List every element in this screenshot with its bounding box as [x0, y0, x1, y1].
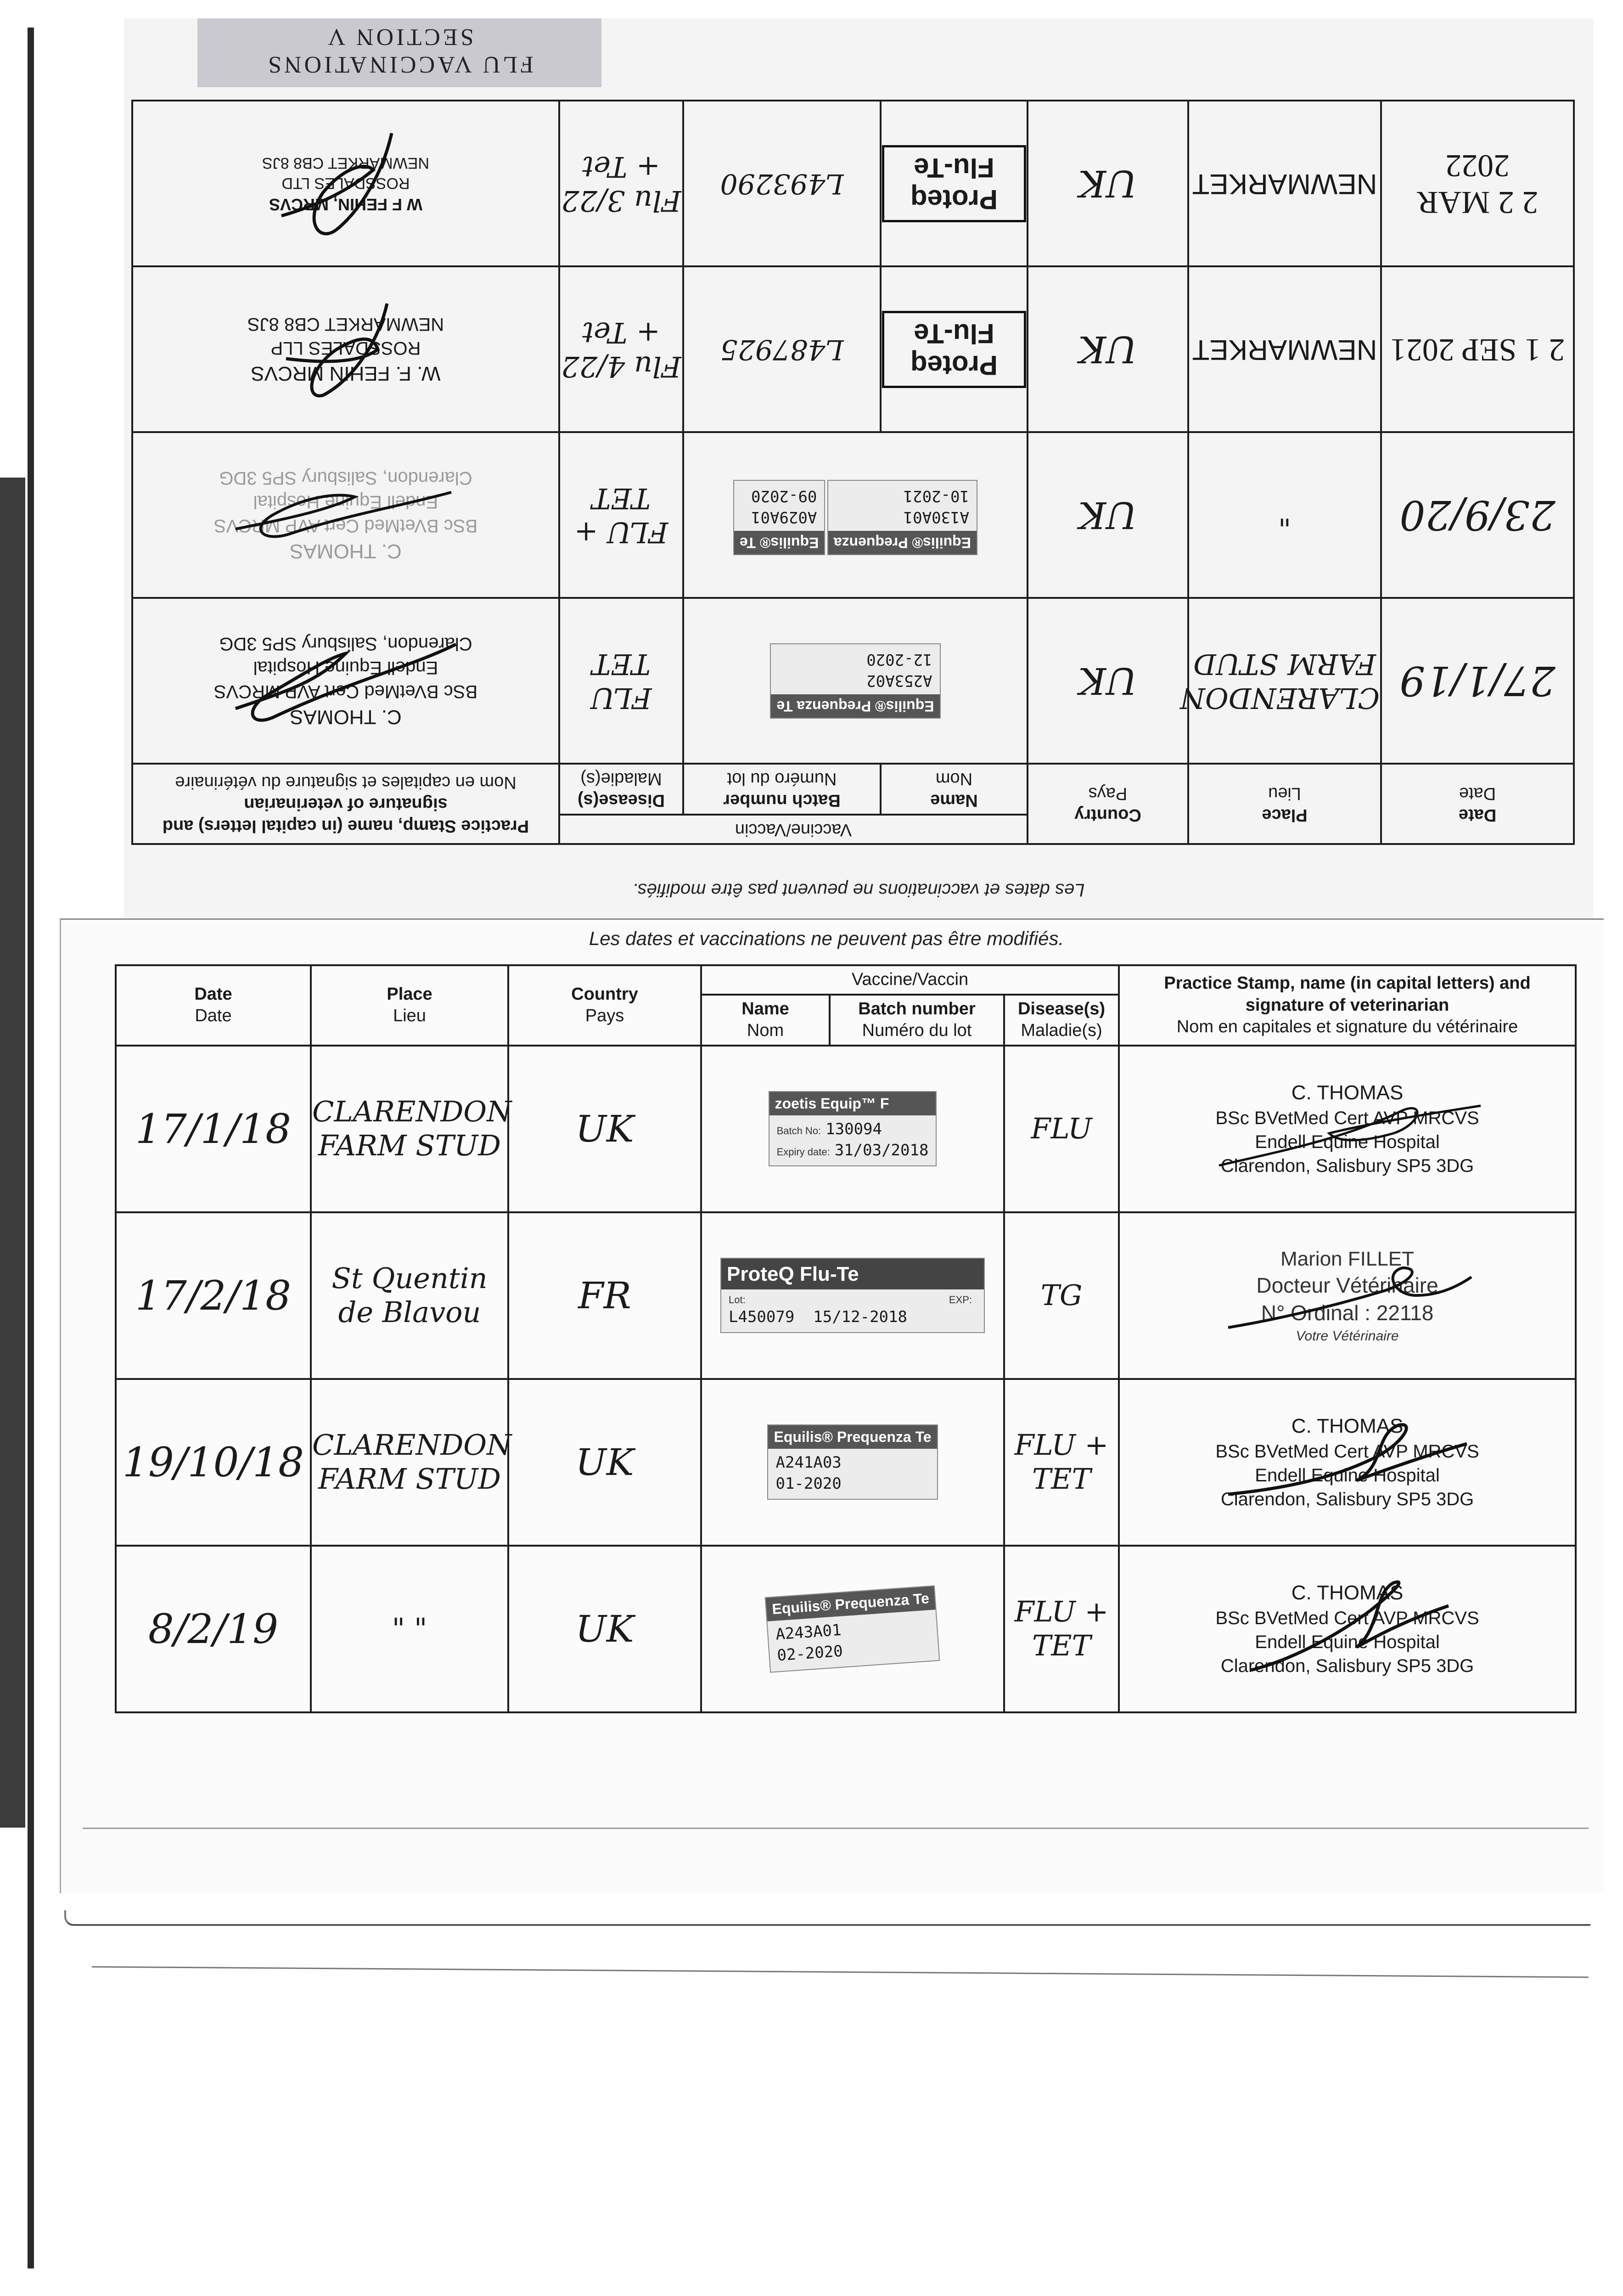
upper-vaccination-table: [131, 100, 1575, 845]
date-stamp: 2 1 SEP 2021: [1381, 267, 1574, 433]
vet-practice: Endell Equine Hospital: [1255, 1465, 1440, 1486]
country-cell: UK: [1028, 101, 1188, 267]
table-row: [132, 598, 1574, 764]
vet-registration: N° Ordinal : 22118: [1261, 1301, 1434, 1325]
header-batch: Batch number Numéro du lot: [830, 995, 1004, 1046]
header-disease: Disease(s) Maladie(s): [559, 764, 683, 815]
vet-stamp: [1119, 1379, 1576, 1546]
binding-shadow: [0, 478, 25, 1828]
vaccine-brand: ProteQ Flu-Te: [721, 1259, 984, 1289]
disease-cell: TG: [1004, 1212, 1119, 1379]
table-row: [116, 1546, 1576, 1712]
header-place: Place Lieu: [311, 965, 508, 1046]
page-edge: [83, 1818, 1589, 1829]
signature-icon: [1219, 1249, 1476, 1341]
vet-address: Clarendon, Salisbury SP5 3DG: [1220, 1489, 1474, 1509]
signature-icon: [226, 626, 465, 736]
lot-label: Lot:: [729, 1294, 746, 1306]
disease-cell: Flu 4/22 + Tet: [559, 267, 683, 433]
vet-address: Clarendon, Salisbury SP5 3DG: [219, 468, 472, 489]
disease-cell: FLU TET: [559, 598, 683, 764]
page-edge: [92, 1963, 1589, 1978]
vaccine-brand: Proteq Flu-Te: [882, 145, 1026, 222]
header-stamp: Practice Stamp, name (in capital letters) and signature of veterinarian Nom en capitales et signature du vétérinaire: [132, 764, 559, 844]
vet-stamp: [132, 598, 559, 764]
vet-practice: ROSSDALES LTD: [281, 174, 410, 192]
country-cell: UK: [1028, 267, 1188, 433]
expiry-date: 31/03/2018: [834, 1141, 929, 1159]
vet-stamp: [1119, 1212, 1576, 1379]
batch-number: A029A01: [751, 508, 817, 527]
vet-address: Clarendon, Salisbury SP5 3DG: [1220, 1655, 1474, 1676]
signature-icon: [277, 119, 415, 248]
vet-stamp: [1119, 1546, 1576, 1712]
header-place: Place Lieu: [1188, 764, 1381, 844]
place-cell: CLARENDON FARM STUD: [311, 1046, 508, 1212]
vaccine-name-cell: [881, 101, 1028, 267]
vet-qualifications: BSc BVetMed Cert AVP MRCVS: [213, 516, 478, 536]
vaccine-sticker: [770, 643, 940, 719]
vet-title: Docteur Vétérinaire: [1256, 1273, 1438, 1298]
place-stamp: NEWMARKET: [1188, 101, 1381, 267]
vaccine-label-cell: [701, 1212, 1004, 1379]
lower-notice: Les dates et vaccinations ne peuvent pas être modifiés.: [589, 928, 1064, 949]
vet-practice: Endell Equine Hospital: [253, 658, 438, 678]
vet-address: NEWMARKET CB8 8JS: [262, 154, 429, 172]
header-row: [132, 815, 1574, 844]
batch-number: 130094: [826, 1120, 882, 1138]
country-cell: UK: [1028, 598, 1188, 764]
expiry-label: Expiry date:: [776, 1146, 830, 1158]
expiry-date: 10-2021: [903, 487, 969, 506]
vaccine-sticker: [720, 1258, 985, 1334]
vet-qualifications: BSc BVetMed Cert AVP MRCVS: [1215, 1441, 1479, 1462]
vet-stamp: [132, 267, 559, 433]
vaccine-brand: Equilis® Prequenza Te: [771, 694, 939, 718]
book-binding: [28, 28, 34, 2268]
vaccine-label-cell: [701, 1546, 1004, 1712]
table-row: [132, 101, 1574, 267]
vet-address: Clarendon, Salisbury SP5 3DG: [1220, 1155, 1474, 1176]
country-cell: UK: [508, 1046, 701, 1212]
page-edge: [64, 1910, 1590, 1926]
vet-qualifications: BSc BVetMed Cert AVP MRCVS: [213, 681, 478, 702]
vet-name: C. THOMAS: [1291, 1581, 1404, 1604]
disease-cell: FLU + TET: [1004, 1546, 1119, 1712]
disease-cell: FLU: [1004, 1046, 1119, 1212]
header-vaccine: Vaccine/Vaccin: [559, 815, 1028, 844]
vaccine-brand: Equilis® Prequenza Te: [768, 1425, 937, 1449]
batch-number: L493290: [683, 101, 881, 267]
date-cell: 27/1/19: [1381, 598, 1574, 764]
header-country: Country Pays: [508, 965, 701, 1046]
vaccine-brand: Proteq Flu-Te: [882, 311, 1026, 388]
vet-practice: Endell Equine Hospital: [1255, 1632, 1440, 1652]
table-row: [116, 1379, 1576, 1546]
vet-practice: Endell Equine Hospital: [1255, 1131, 1440, 1152]
lower-vaccination-table: [115, 964, 1577, 1713]
place-cell: CLARENDON FARM STUD: [311, 1379, 508, 1546]
vaccine-sticker: [765, 1585, 940, 1672]
batch-number: L487925: [683, 267, 881, 433]
date-cell: 17/2/18: [116, 1212, 311, 1379]
vet-practice: ROSSDALES LLP: [270, 338, 421, 359]
vet-name: W F FEHIN, MRCVS: [269, 195, 422, 214]
table-row: [116, 1046, 1576, 1212]
date-stamp: 2 2 MAR 2022: [1381, 101, 1574, 267]
vet-qualifications: BSc BVetMed Cert AVP MRCVS: [1215, 1108, 1479, 1128]
section-number: SECTION V: [325, 24, 474, 50]
table-row: [132, 267, 1574, 433]
upper-page: [124, 18, 1593, 918]
country-cell: UK: [1028, 433, 1188, 598]
vaccine-label-cell: [701, 1046, 1004, 1212]
table-row: [132, 433, 1574, 598]
vaccine-brand: zoetis Equip™ F: [769, 1092, 936, 1115]
header-vaccine: Vaccine/Vaccin: [701, 965, 1119, 995]
batch-number: A130A01: [903, 508, 969, 527]
date-cell: 23/9/20: [1381, 433, 1574, 598]
vaccine-sticker: [827, 480, 977, 556]
upper-notice: Les dates et vaccinations ne peuvent pas être modifiés.: [632, 880, 1085, 900]
vaccine-label-cell: [701, 1379, 1004, 1546]
vaccine-sticker: [769, 1091, 937, 1167]
batch-number: L450079: [729, 1307, 795, 1326]
country-cell: FR: [508, 1212, 701, 1379]
vet-address: NEWMARKET CB8 8JS: [247, 314, 444, 335]
vaccine-brand: Equilis® Prequenza Te: [766, 1586, 936, 1621]
section-heading: [197, 18, 601, 87]
vaccine-brand: Equilis® Prequenza: [828, 531, 977, 554]
vet-name: W. F. FEHIN MRCVS: [251, 362, 441, 385]
place-cell: " ": [311, 1546, 508, 1712]
disease-cell: FLU + TET: [1004, 1379, 1119, 1546]
header-disease: Disease(s) Maladie(s): [1004, 995, 1119, 1046]
header-stamp: Practice Stamp, name (in capital letters) and signature of veterinarian Nom en capitales et signature du vétérinaire: [1119, 965, 1576, 1046]
section-title: FLU VACCINATIONS: [265, 51, 534, 78]
disease-cell: Flu 3/22 + Tet: [559, 101, 683, 267]
header-name: Name Nom: [701, 995, 830, 1046]
vet-stamp: [132, 433, 559, 598]
signature-icon: [1219, 1412, 1476, 1513]
signature-icon: [1210, 1083, 1485, 1175]
batch-number: A241A03: [775, 1453, 842, 1472]
vaccine-sticker: [767, 1424, 938, 1500]
place-cell: CLARENDON FARM STUD: [1188, 598, 1381, 764]
batch-number: A253A02: [866, 671, 932, 690]
vet-name: C. THOMAS: [1291, 1415, 1404, 1438]
expiry-date: 15/12-2018: [813, 1307, 907, 1326]
vaccine-label-cell: [683, 433, 1028, 598]
expiry-date: 12-2020: [866, 650, 932, 669]
vet-address: Clarendon, Salisbury SP5 3DG: [219, 634, 472, 654]
country-cell: UK: [508, 1379, 701, 1546]
place-cell: ": [1188, 433, 1381, 598]
signature-icon: [277, 290, 415, 409]
date-cell: 17/1/18: [116, 1046, 311, 1212]
lower-page: [46, 918, 1607, 1956]
header-date: Date Date: [116, 965, 311, 1046]
header-name: Name Nom: [881, 764, 1028, 815]
table-row: [116, 1212, 1576, 1379]
disease-cell: FLU + TET: [559, 433, 683, 598]
vet-stamp: [132, 101, 559, 267]
vet-name: C. THOMAS: [1291, 1081, 1404, 1104]
expiry-date: 02-2020: [776, 1642, 844, 1665]
header-date: Date Date: [1381, 764, 1574, 844]
batch-label: Batch No:: [776, 1125, 821, 1137]
vaccine-label-cell: [683, 598, 1028, 764]
batch-number: A243A01: [775, 1621, 842, 1644]
vaccine-brand: Equilis® Te: [734, 531, 824, 554]
vet-footer: Votre Vétérinaire: [1296, 1328, 1399, 1344]
signature-icon: [226, 469, 465, 561]
date-cell: 19/10/18: [116, 1379, 311, 1546]
country-cell: UK: [508, 1546, 701, 1712]
exp-label: EXP:: [949, 1294, 972, 1306]
vet-practice: Endell Equine Hospital: [253, 492, 438, 512]
place-cell: St Quentin de Blavou: [311, 1212, 508, 1379]
vet-name: C. THOMAS: [290, 540, 402, 563]
signature-icon: [1242, 1569, 1453, 1688]
vaccine-sticker-secondary: [733, 480, 825, 556]
header-row: [116, 965, 1576, 995]
header-country: Country Pays: [1028, 764, 1188, 844]
expiry-date: 01-2020: [775, 1474, 842, 1493]
vet-stamp: [1119, 1046, 1576, 1212]
place-stamp: NEWMARKET: [1188, 267, 1381, 433]
vaccine-name-cell: [881, 267, 1028, 433]
date-cell: 8/2/19: [116, 1546, 311, 1712]
header-batch: Batch number Numéro du lot: [683, 764, 881, 815]
vet-name: C. THOMAS: [290, 705, 402, 728]
vet-name: Marion FILLET: [1280, 1248, 1415, 1271]
expiry-date: 09-2020: [751, 487, 817, 506]
vet-qualifications: BSc BVetMed Cert AVP MRCVS: [1215, 1608, 1479, 1628]
